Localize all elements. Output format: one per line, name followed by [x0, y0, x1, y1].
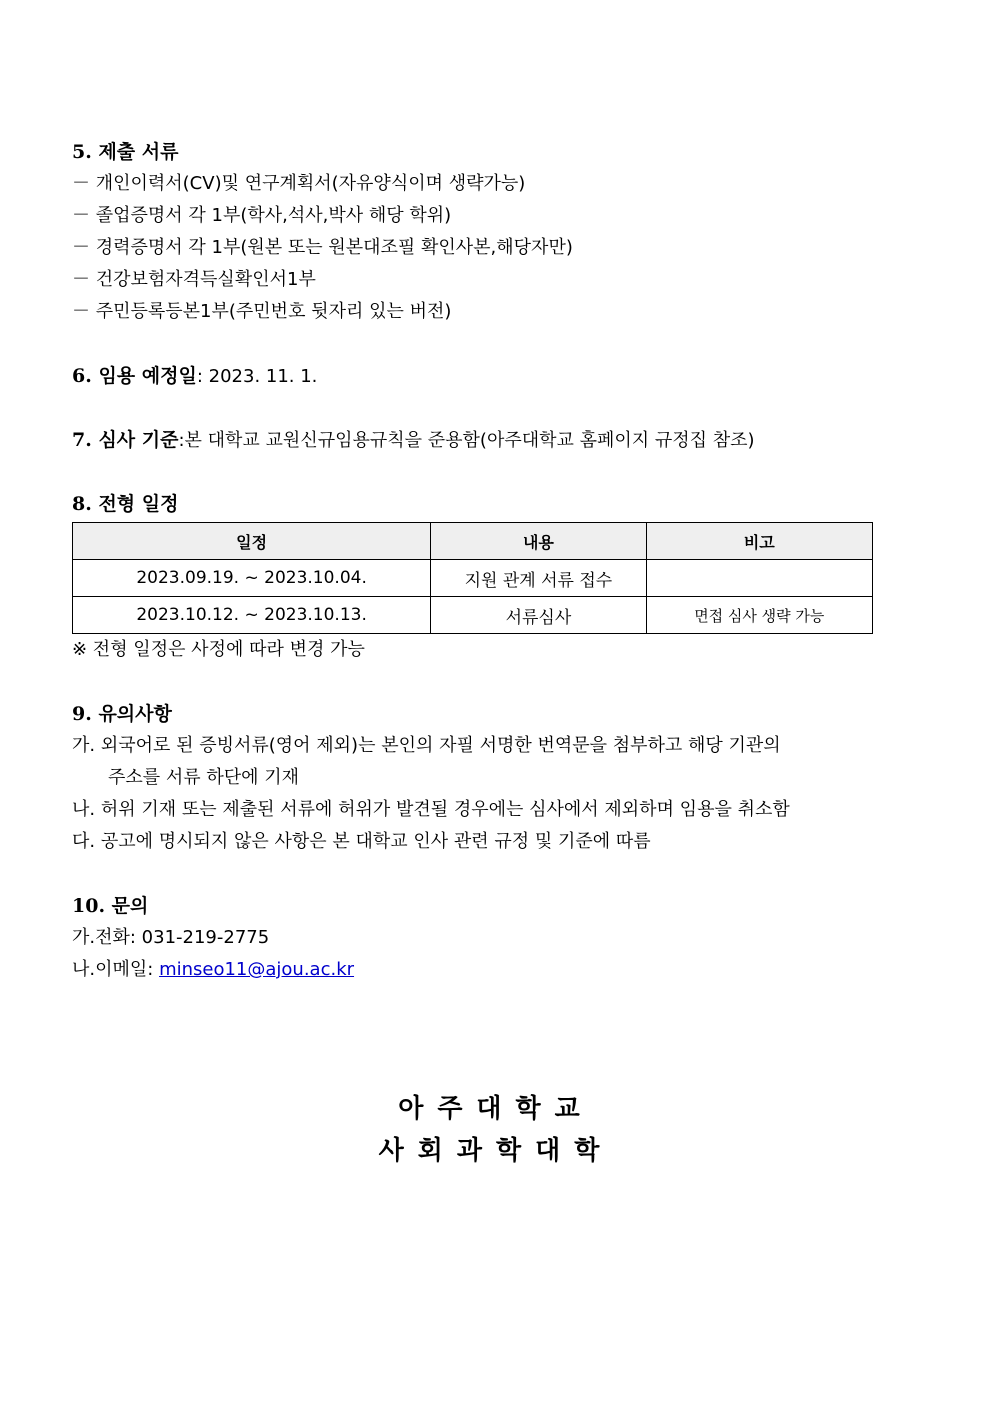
- cell-remarks: [646, 560, 872, 597]
- notice-item-b: 나. 허위 기재 또는 제출된 서류에 허위가 발견될 경우에는 심사에서 제외하며 임용을 취소함: [72, 799, 790, 820]
- notice-item-a-continued: 주소를 서류 하단에 기재: [108, 767, 300, 788]
- notice-item-a: 가. 외국어로 된 증빙서류(영어 제외)는 본인의 자필 서명한 번역문을 첨부하고 해당 기관의: [72, 735, 781, 756]
- column-header-remarks: 비고: [646, 523, 872, 560]
- cell-content: 지원 관계 서류 접수: [431, 560, 646, 597]
- column-header-schedule: 일정: [73, 523, 431, 560]
- doc-item-resident-register: － 주민등록등본1부(주민번호 뒷자리 있는 버전): [72, 301, 452, 322]
- section-10-heading: 10. 문의: [72, 895, 149, 917]
- cell-content: 서류심사: [431, 597, 646, 634]
- college-name: 사회과학대학: [378, 1136, 614, 1166]
- cell-schedule: 2023.09.19. ~ 2023.10.04.: [73, 560, 431, 597]
- cell-schedule: 2023.10.12. ~ 2023.10.13.: [73, 597, 431, 634]
- notice-item-c: 다. 공고에 명시되지 않은 사항은 본 대학교 인사 관련 규정 및 기준에 따름: [72, 831, 651, 852]
- section-5-heading: 5. 제출 서류: [72, 141, 179, 163]
- table-row: [73, 597, 873, 634]
- schedule-note: ※ 전형 일정은 사정에 따라 변경 가능: [72, 639, 365, 660]
- contact-email-row: [72, 954, 932, 986]
- table-row: [73, 560, 873, 597]
- schedule-table: [72, 522, 873, 634]
- review-criteria-text: :본 대학교 교원신규임용규칙을 준용함(아주대학교 홈페이지 규정집 참조): [178, 430, 755, 451]
- doc-item-diploma: － 졸업증명서 각 1부(학사,석사,박사 해당 학위): [72, 205, 452, 226]
- cell-remarks: 면접 심사 생략 가능: [646, 597, 872, 634]
- section-6-appointment-date: [72, 360, 932, 392]
- university-name: 아주대학교: [398, 1094, 594, 1124]
- column-header-content: 내용: [431, 523, 646, 560]
- section-8-heading: 8. 전형 일정: [72, 493, 179, 515]
- section-9-heading: 9. 유의사항: [72, 703, 172, 725]
- section-6-heading: 6. 임용 예정일: [72, 365, 197, 387]
- contact-email-link[interactable]: minseo11@ajou.ac.kr: [159, 959, 355, 980]
- section-7-heading: 7. 심사 기준: [72, 429, 179, 451]
- table-header-row: [73, 523, 873, 560]
- doc-item-career: － 경력증명서 각 1부(원본 또는 원본대조필 확인사본,해당자만): [72, 237, 573, 258]
- section-submission-documents: [72, 136, 932, 328]
- contact-phone: 가.전화: 031-219-2775: [72, 927, 270, 948]
- contact-email-label: 나.이메일:: [72, 959, 160, 980]
- document-body: [72, 136, 932, 986]
- doc-item-insurance: － 건강보험자격득실확인서1부: [72, 269, 316, 290]
- section-7-review-criteria: [72, 424, 932, 456]
- appointment-date-value: : 2023. 11. 1.: [196, 366, 318, 387]
- doc-item-cv: － 개인이력서(CV)및 연구계획서(자유양식이며 생략가능): [72, 173, 526, 194]
